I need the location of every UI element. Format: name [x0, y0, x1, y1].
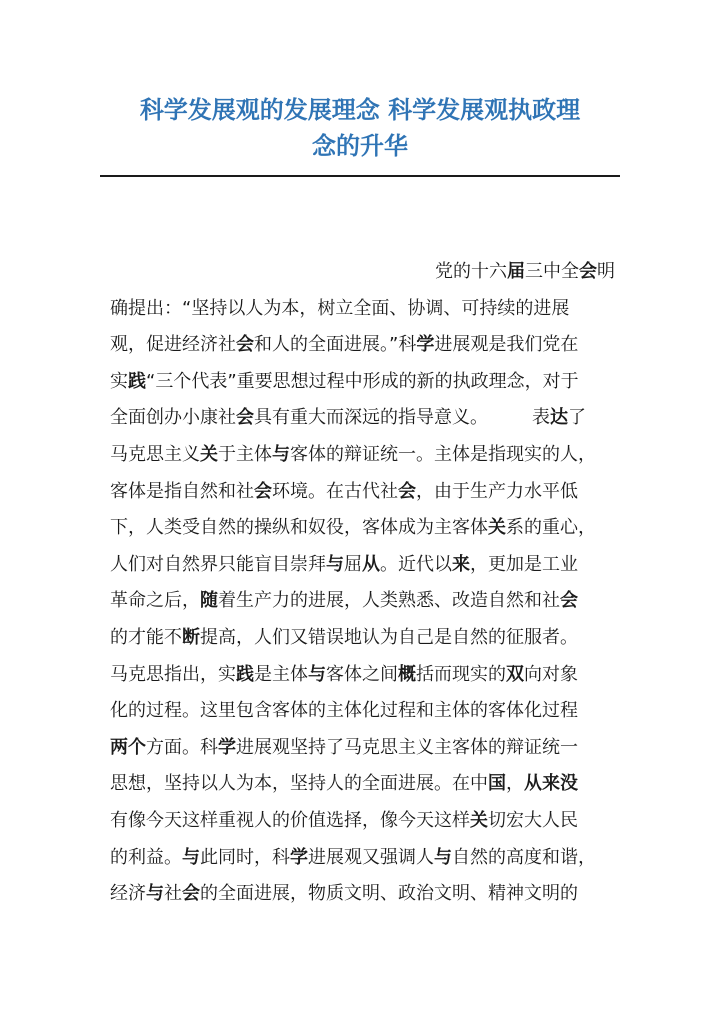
text-run: 提高，人们又错误地认为自己是自然的征服者。 — [200, 626, 578, 648]
bold-text-run: 会 — [236, 407, 254, 429]
body-line — [110, 766, 615, 803]
body-line — [110, 657, 615, 694]
title-divider — [100, 175, 620, 177]
bold-text-run: 会 — [579, 261, 597, 282]
text-run: 切宏大人民 — [488, 809, 578, 831]
text-run: ，由于生产力水平低 — [416, 480, 578, 502]
title-line-1: 科学发展观的发展理念 科学发展观执政理 — [139, 95, 581, 124]
text-run: 马克思主义 — [110, 443, 200, 465]
text-run: 了 — [568, 407, 586, 429]
text-run: 的利益。 — [110, 846, 182, 868]
text-run: 思想，坚持以人为本，坚持人的全面进展。在中 — [110, 773, 488, 795]
bold-text-run: 学 — [416, 334, 435, 356]
text-run: ，更加是工业 — [470, 553, 578, 575]
body-line — [110, 437, 615, 474]
text-run: 客体的辩证统一。主体是指现实的人， — [290, 443, 596, 465]
text-run: 屈 — [344, 553, 362, 575]
body-line — [110, 840, 615, 877]
text-run: 表 — [532, 407, 550, 429]
bold-text-run: 从来没 — [524, 773, 578, 795]
text-run: 革命之后， — [110, 590, 200, 612]
body-line — [110, 474, 615, 511]
text-run: 确提出：“坚持以人为本，树立全面、协调、可持续的进展 — [110, 297, 570, 319]
bold-text-run: 与 — [434, 846, 452, 868]
text-run: 下，人类受自然的操纵和奴役，客体成为主客体 — [110, 517, 488, 539]
text-run: ， — [506, 773, 524, 795]
text-run: 有像今天这样重视人的价值选择，像今天这样 — [110, 809, 470, 831]
text-run: 进展观又强调人 — [308, 846, 434, 868]
text-run: 括而现实的 — [416, 663, 506, 685]
text-run: 进展观坚持了马克思主义主客体的辩证统一 — [236, 736, 578, 758]
bold-text-run: 关 — [200, 443, 218, 465]
body-line — [110, 291, 615, 328]
text-run: 是主体 — [254, 663, 308, 685]
bold-text-run: 与 — [326, 553, 344, 575]
bold-text-run: 与 — [146, 883, 164, 905]
body-line — [110, 327, 615, 364]
bold-text-run: 会 — [236, 334, 254, 356]
body-line — [110, 620, 615, 657]
text-run: 客体是指自然和社 — [110, 480, 254, 502]
bold-text-run: 来 — [452, 553, 470, 575]
bold-text-run: 概 — [398, 663, 416, 685]
text-run: 的全面进展，物质文明、政治文明、精神文明的 — [200, 883, 578, 905]
bold-text-run: 从 — [362, 553, 380, 575]
bold-text-run: 会 — [254, 480, 272, 502]
text-run: 系的重心， — [506, 517, 596, 539]
bold-text-run: 届 — [507, 261, 525, 282]
text-run: 社 — [164, 883, 182, 905]
body-line — [110, 400, 615, 437]
body-line — [110, 254, 615, 291]
bold-text-run: 学 — [218, 736, 236, 758]
bold-text-run: 关 — [470, 809, 488, 831]
text-run: 全面创办小康社 — [110, 407, 236, 429]
body-line — [110, 364, 615, 401]
text-run: 进展观是我们党在 — [434, 334, 579, 356]
text-run: 实 — [110, 370, 128, 392]
text-run: 的才能不 — [110, 626, 182, 648]
text-run: 马克思指出，实 — [110, 663, 236, 685]
bold-text-run: 断 — [182, 626, 200, 648]
bold-text-run: 关 — [488, 517, 506, 539]
bold-text-run: 会 — [182, 883, 200, 905]
text-run: 着生产力的进展，人类熟悉、改造自然和社 — [218, 590, 560, 612]
bold-text-run: 践 — [236, 663, 254, 685]
text-run: 经济 — [110, 883, 146, 905]
body-text — [110, 254, 615, 913]
text-run: 此同时，科 — [200, 846, 290, 868]
text-run: 化的过程。这里包含客体的主体化过程和主体的客体化过程 — [110, 700, 578, 722]
body-line — [110, 547, 615, 584]
body-line — [110, 583, 615, 620]
text-run: 方面。科 — [146, 736, 218, 758]
bold-text-run: 会 — [398, 480, 416, 502]
text-run: 三中全 — [525, 261, 579, 282]
bold-text-run: 与 — [182, 846, 200, 868]
text-run: 环境。在古代社 — [272, 480, 398, 502]
bold-text-run: 两个 — [110, 736, 146, 758]
bold-text-run: 国 — [488, 773, 506, 795]
bold-text-run: 会 — [560, 590, 578, 612]
bold-text-run: 双 — [506, 663, 524, 685]
bold-text-run: 达 — [550, 407, 568, 429]
text-run: 自然的高度和谐， — [452, 846, 596, 868]
body-line — [110, 693, 615, 730]
bold-text-run: 与 — [308, 663, 326, 685]
bold-text-run: 随 — [200, 590, 218, 612]
body-line — [110, 510, 615, 547]
text-run: 明 — [597, 261, 615, 282]
body-line — [110, 876, 615, 913]
title-line-2: 念的升华 — [312, 131, 408, 160]
text-run: 和人的全面进展。”科 — [254, 334, 417, 356]
text-run: 向对象 — [524, 663, 578, 685]
body-line — [110, 803, 615, 840]
text-run: “三个代表”重要思想过程中形成的新的执政理念，对于 — [146, 370, 579, 392]
text-run: 客体之间 — [326, 663, 398, 685]
text-run: 人们对自然界只能盲目崇拜 — [110, 553, 326, 575]
text-run: 观，促进经济社 — [110, 334, 236, 356]
document-title — [100, 92, 620, 164]
text-run: 。近代以 — [380, 553, 452, 575]
text-run: 党的十六 — [435, 261, 507, 282]
body-line — [110, 730, 615, 767]
text-run: 具有重大而深远的指导意义。 — [254, 407, 488, 429]
text-run: 于主体 — [218, 443, 272, 465]
bold-text-run: 与 — [272, 443, 290, 465]
bold-text-run: 践 — [128, 370, 146, 392]
bold-text-run: 学 — [290, 846, 308, 868]
